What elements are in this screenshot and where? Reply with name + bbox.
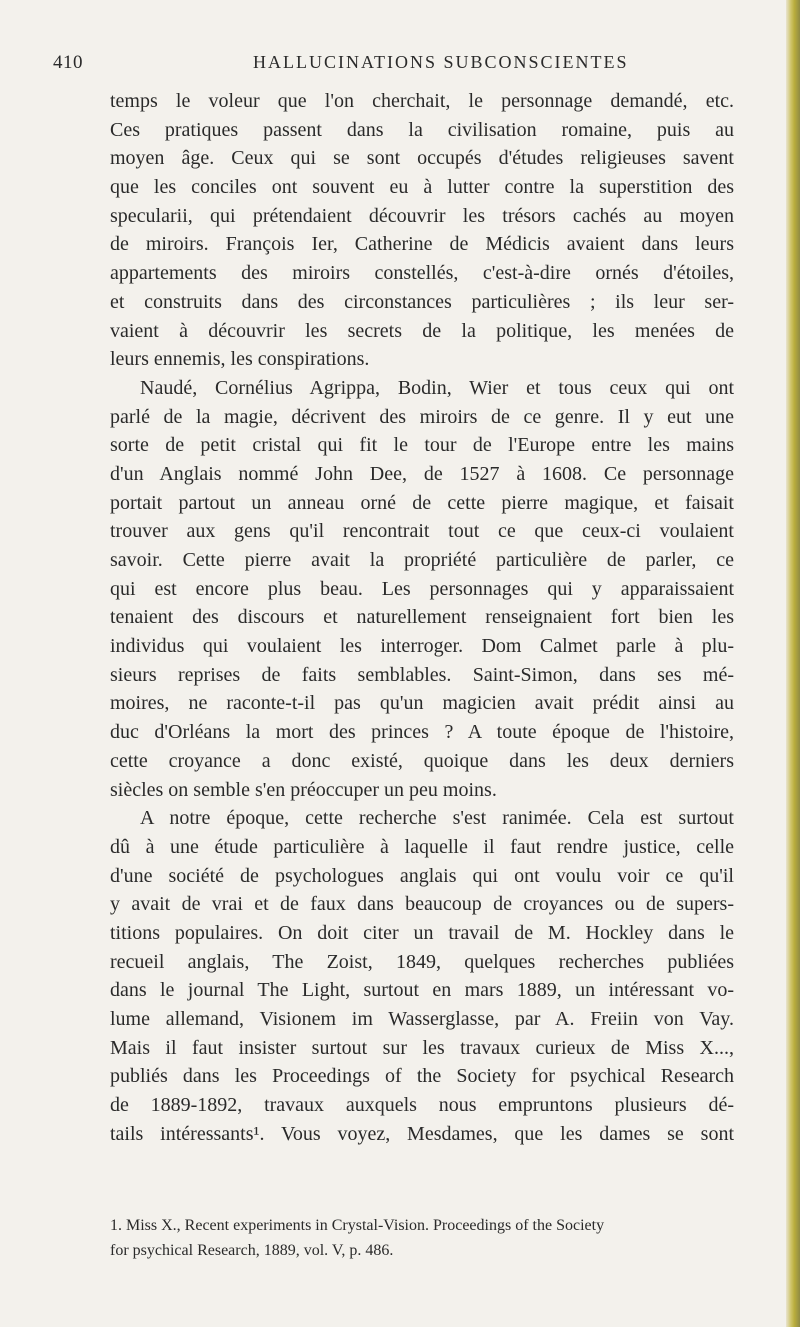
text-line: et construits dans des circonstances particulières ; ils leur ser-	[110, 290, 734, 313]
text-line: A notre époque, cette recherche s'est ranimée. Cela est surtout	[140, 807, 734, 830]
text-line: appartements des miroirs constellés, c'est-à-dire ornés d'étoiles,	[110, 262, 734, 285]
text-line: leurs ennemis, les conspirations.	[110, 348, 370, 371]
text-line: que les conciles ont souvent eu à lutter contre la superstition des	[110, 176, 734, 199]
text-line: parlé de la magie, décrivent des miroirs de ce genre. Il y eut une	[110, 405, 734, 428]
text-line: temps le voleur que l'on cherchait, le personnage demandé, etc.	[110, 90, 734, 112]
footnote-line: for psychical Research, 1889, vol. V, p. 486.	[110, 1242, 394, 1259]
text-line: de 1889-1892, travaux auxquels nous empruntons plusieurs dé-	[110, 1094, 734, 1117]
text-line: siècles on semble s'en préoccuper un peu moins.	[110, 778, 497, 801]
text-line: Mais il faut insister surtout sur les travaux curieux de Miss X...,	[110, 1036, 734, 1059]
text-line: publiés dans les Proceedings of the Society for psychical Research	[110, 1065, 734, 1088]
text-line: d'un Anglais nommé John Dee, de 1527 à 1608. Ce personnage	[110, 462, 734, 485]
text-line: recueil anglais, The Zoist, 1849, quelques recherches publiées	[110, 950, 734, 973]
text-line: cette croyance a donc existé, quoique dans les deux derniers	[110, 749, 734, 772]
text-line: qui est encore plus beau. Les personnages qui y apparaissaient	[110, 577, 734, 600]
text-line: individus qui voulaient les interroger. Dom Calmet parle à plu-	[110, 635, 734, 658]
text-line: duc d'Orléans la mort des princes ? A toute époque de l'histoire,	[110, 721, 734, 744]
text-line: tails intéressants¹. Vous voyez, Mesdames, que les dames se sont	[110, 1122, 734, 1145]
text-line: Naudé, Cornélius Agrippa, Bodin, Wier et tous ceux qui ont	[140, 376, 734, 399]
text-line: de miroirs. François Ier, Catherine de Médicis avaient dans leurs	[110, 233, 734, 256]
text-line: portait partout un anneau orné de cette pierre magique, et faisait	[110, 491, 734, 514]
text-line: dans le journal The Light, surtout en mars 1889, un intéressant vo-	[110, 979, 734, 1002]
page-header	[53, 52, 733, 78]
text-line: sorte de petit cristal qui fit le tour de l'Europe entre les mains	[110, 434, 734, 457]
text-line: moires, ne raconte-t-il pas qu'un magicien avait prédit ainsi au	[110, 692, 734, 715]
running-title: HALLUCINATIONS SUBCONSCIENTES	[253, 52, 629, 72]
text-line: sieurs reprises de faits semblables. Saint-Simon, dans ses mé-	[110, 663, 734, 686]
text-line: savoir. Cette pierre avait la propriété particulière de parler, ce	[110, 549, 734, 571]
text-line: d'une société de psychologues anglais qui ont voulu voir ce qu'il	[110, 864, 734, 887]
text-line: moyen âge. Ceux qui se sont occupés d'études religieuses savent	[110, 147, 734, 170]
page-edge	[786, 0, 800, 1327]
body-text	[110, 87, 734, 1148]
text-line: lume allemand, Visionem im Wasserglasse, par A. Freiin von Vay.	[110, 1008, 734, 1030]
footnote-line: 1. Miss X., Recent experiments in Crystal-Vision. Proceedings of the Society	[110, 1217, 605, 1234]
text-line: specularii, qui prétendaient découvrir les trésors cachés au moyen	[110, 204, 734, 227]
footnotes	[110, 1213, 734, 1263]
text-line: dû à une étude particulière à laquelle il faut rendre justice, celle	[110, 835, 734, 858]
text-line: titions populaires. On doit citer un travail de M. Hockley dans le	[110, 921, 734, 944]
text-line: vaient à découvrir les secrets de la politique, les menées de	[110, 319, 734, 342]
text-line: tenaient des discours et naturellement renseignaient fort bien les	[110, 606, 734, 629]
text-line: trouver aux gens qu'il rencontrait tout ce que ceux-ci voulaient	[110, 520, 734, 543]
page-number: 410	[53, 52, 83, 73]
text-line: Ces pratiques passent dans la civilisation romaine, puis au	[110, 118, 734, 141]
text-line: y avait de vrai et de faux dans beaucoup de croyances ou de supers-	[110, 893, 734, 916]
